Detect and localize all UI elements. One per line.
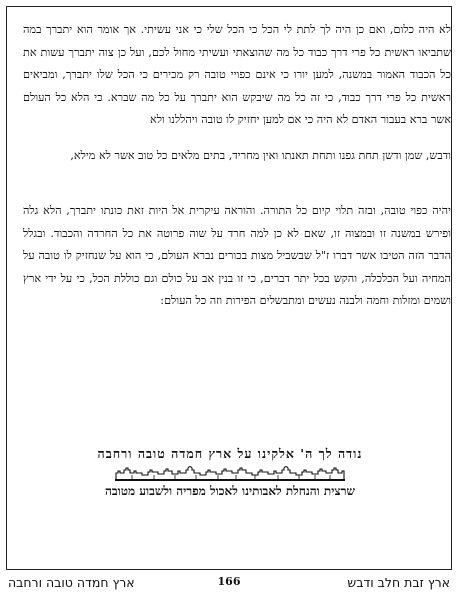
page-footer (6, 572, 452, 594)
paragraph: לא היה כלום, ואם כן היה לך לתת לי הכל כי הכל שלי כי אני עשיתי. אך אומר הוא יתברך במה שתביאו ראשית כל פרי דרך כבוד כל מה שהוצאתי ועשיתי מחול לכם, ועל כן צוה יתברך עשות את כל הכבוד האמור במשנה, למען יורו כי אינם כפויי טובה רק מכירים כי הכל שלו יתברך, ומביאים ראשית כל פרי דרך כבוד, כי זה כל מה שיבקש הוא יתברך על כל מה שברא. כי הלא כל העולם אשר ברא בעבור האדם לא היה כי אם למען יחזיק לו טובה ויהללנו ולא (23, 23, 451, 126)
footer-title-left: ארץ חמדה טובה ורחבה (8, 575, 135, 590)
paragraph: ודבש, שמן ודשן תחת גפנו ותחת תאנתו ואין מחריד, בתים מלאים כל טוב אשר לא מילא, (70, 149, 451, 162)
blessing-line-1: נודה לך ה' אלקינו על ארץ חמדה טובה ורחבה (97, 446, 363, 461)
page-number: 166 (217, 575, 241, 588)
paragraph: יהיה כפוי טובה, ובזה תלוי קיום כל התורה. והוראה עיקרית אל היות זאת כונתו יתברך, הלא גלה ופירש במשנה זו ובמצוה זו, שאם לא כן למה חרד על שוה פרוטה את כל החרדה והכבוד. ובגלל הדבר הזה הטיבו אשר דברו ז"ל שבשביל מצות בכורים נברא העולם, כי הוא על שנחזיק לו טובה על המחיה ועל הכלכלה, והקש בכל יתר דברים, כי זו בנין אב על כולם וגם כוללת הכל, כי על ידי ארץ ושמים ומזלות וחמה ולבנה נעשים ומתבשלים הפירות וזה כל העולם: (23, 204, 451, 307)
footer-title-right: ארץ זבת חלב ודבש (347, 575, 450, 590)
blessing-block (0, 446, 460, 499)
main-text (23, 19, 451, 313)
jerusalem-skyline-illustration (114, 465, 346, 483)
blessing-line-2: שרצית והנחלת לאבותינו לאכול מפריה ולשבוע מטובה (104, 484, 356, 498)
